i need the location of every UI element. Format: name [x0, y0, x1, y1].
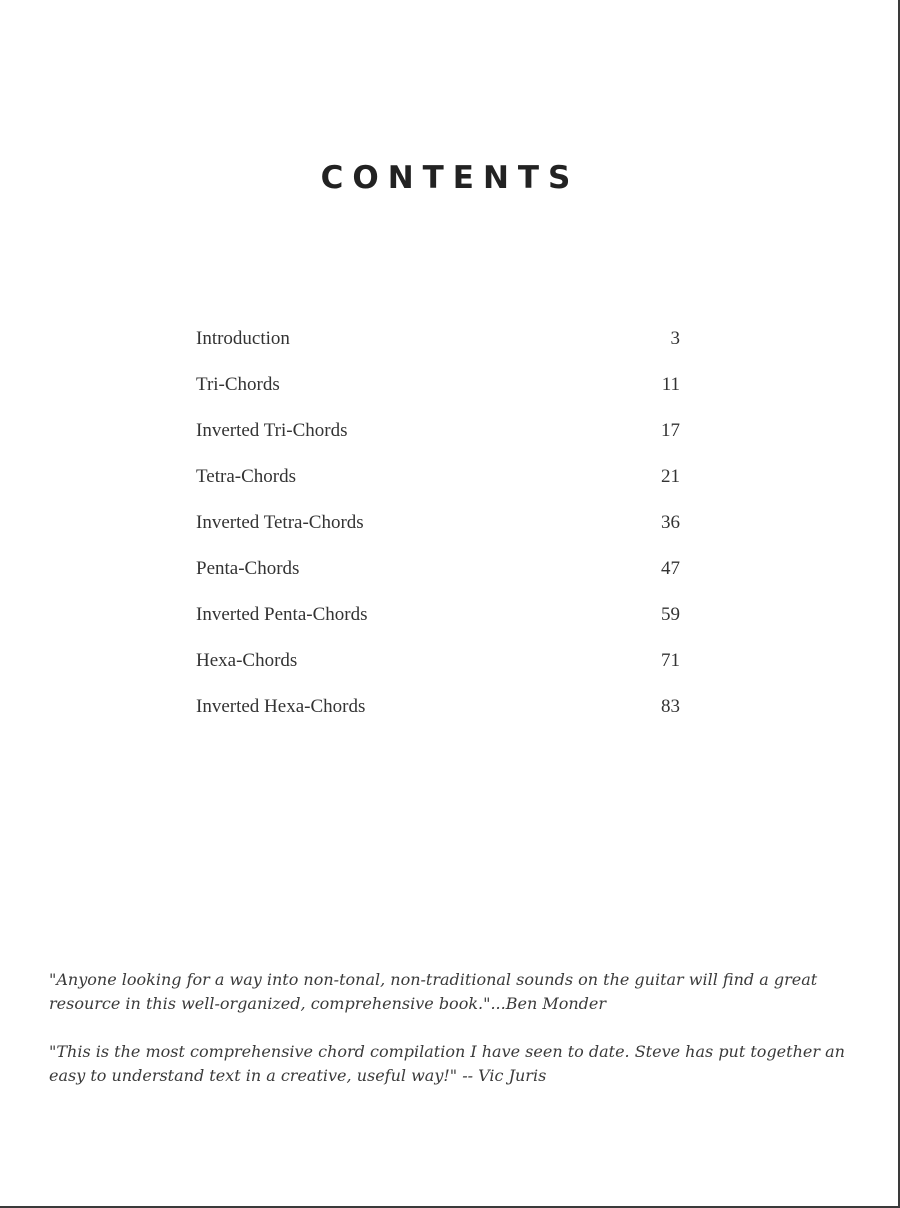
- toc-entry-label: Hexa-Chords: [196, 650, 298, 671]
- toc-entry-page: 71: [661, 650, 680, 671]
- toc-entry-page: 17: [661, 420, 680, 441]
- toc-entry-page: 11: [661, 374, 680, 395]
- toc-entry-page: 36: [661, 512, 680, 533]
- toc-entry-label: Tetra-Chords: [196, 466, 296, 487]
- toc-entry: [196, 693, 680, 739]
- toc-entry-page: 3: [670, 328, 680, 349]
- testimonial-quote: "Anyone looking for a way into non-tonal, non-traditional sounds on the guitar will find a great resource in this well-organized, comprehensive book."...Ben Monder: [49, 970, 818, 1013]
- toc-entry-page: 47: [661, 558, 680, 579]
- table-of-contents: [196, 325, 680, 739]
- toc-entry: [196, 325, 680, 371]
- toc-entry-label: Inverted Hexa-Chords: [196, 696, 366, 717]
- toc-entry-label: Inverted Penta-Chords: [196, 604, 368, 625]
- testimonials: [49, 968, 869, 1112]
- toc-entry-label: Introduction: [196, 328, 290, 349]
- toc-entry: [196, 509, 680, 555]
- toc-entry: [196, 647, 680, 693]
- toc-entry: [196, 371, 680, 417]
- toc-entry-label: Inverted Tetra-Chords: [196, 512, 364, 533]
- toc-entry-label: Inverted Tri-Chords: [196, 420, 348, 441]
- toc-entry: [196, 463, 680, 509]
- toc-entry-label: Penta-Chords: [196, 558, 300, 579]
- testimonial-quote: "This is the most comprehensive chord compilation I have seen to date. Steve has put together an easy to understand text in a creative, useful way!" -- Vic Juris: [49, 1042, 845, 1085]
- toc-entry: [196, 417, 680, 463]
- toc-entry-page: 59: [661, 604, 680, 625]
- toc-entry-label: Tri-Chords: [196, 374, 280, 395]
- toc-entry: [196, 555, 680, 601]
- toc-entry-page: 21: [661, 466, 680, 487]
- page-title: CONTENTS: [320, 160, 580, 196]
- toc-entry: [196, 601, 680, 647]
- toc-entry-page: 83: [661, 696, 680, 717]
